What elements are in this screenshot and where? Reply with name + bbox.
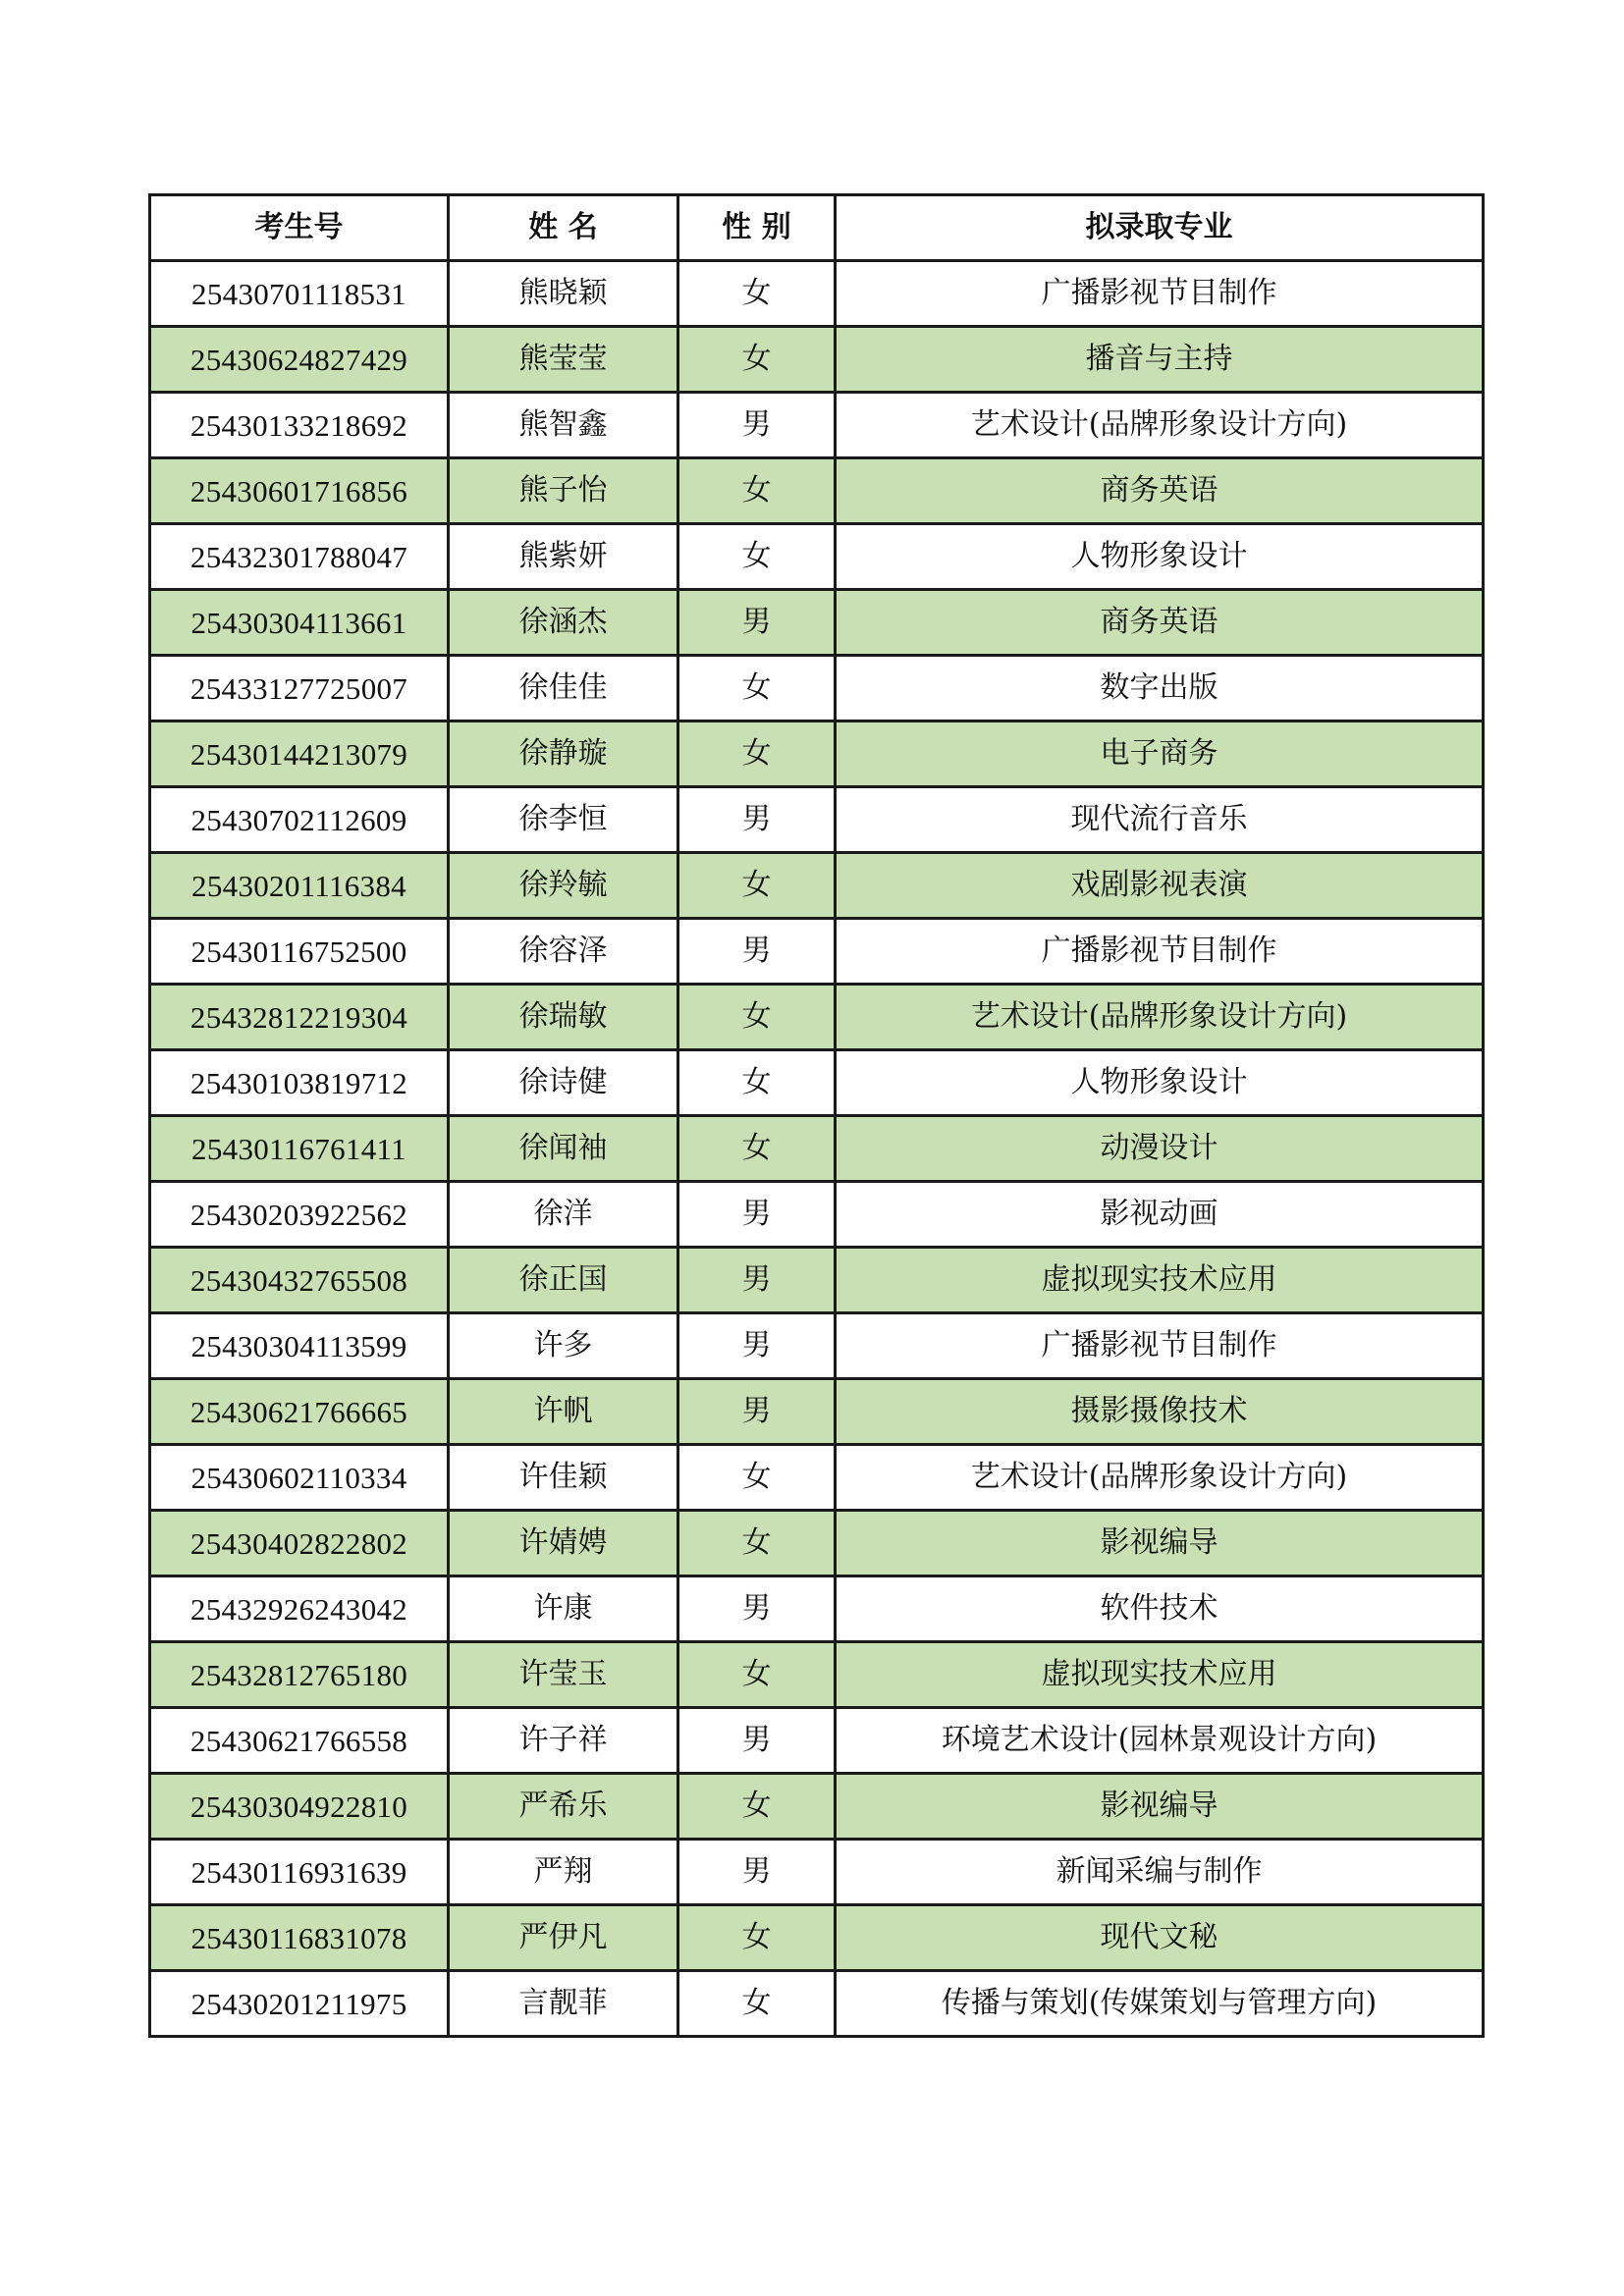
- cell-gender: 女: [678, 1511, 836, 1576]
- cell-gender: 男: [678, 1313, 836, 1379]
- cell-major: 艺术设计(品牌形象设计方向): [836, 1445, 1484, 1511]
- cell-gender: 男: [678, 590, 836, 656]
- cell-exam-no: 25432812765180: [150, 1642, 449, 1708]
- cell-gender: 女: [678, 1774, 836, 1840]
- cell-gender: 女: [678, 721, 836, 787]
- cell-exam-no: 25432301788047: [150, 524, 449, 590]
- table-row: [150, 524, 1484, 590]
- table-row: [150, 1642, 1484, 1708]
- cell-gender: 男: [678, 1708, 836, 1774]
- table-row: [150, 1379, 1484, 1445]
- cell-major: 现代流行音乐: [836, 787, 1484, 853]
- cell-exam-no: 25430624827429: [150, 327, 449, 393]
- cell-exam-no: 25430432765508: [150, 1248, 449, 1313]
- cell-gender: 女: [678, 985, 836, 1050]
- cell-gender: 男: [678, 1248, 836, 1313]
- cell-exam-no: 25430601716856: [150, 458, 449, 524]
- cell-name: 徐瑞敏: [449, 985, 678, 1050]
- cell-exam-no: 25430203922562: [150, 1182, 449, 1248]
- cell-name: 熊晓颖: [449, 261, 678, 327]
- cell-gender: 男: [678, 393, 836, 458]
- cell-exam-no: 25430621766665: [150, 1379, 449, 1445]
- cell-name: 严翔: [449, 1840, 678, 1905]
- cell-gender: 男: [678, 787, 836, 853]
- table-row: [150, 985, 1484, 1050]
- cell-name: 徐正国: [449, 1248, 678, 1313]
- header-major: 拟录取专业: [836, 195, 1484, 261]
- cell-name: 熊智鑫: [449, 393, 678, 458]
- cell-gender: 女: [678, 1642, 836, 1708]
- cell-exam-no: 25430103819712: [150, 1050, 449, 1116]
- cell-exam-no: 25430702112609: [150, 787, 449, 853]
- cell-gender: 女: [678, 458, 836, 524]
- cell-name: 许多: [449, 1313, 678, 1379]
- cell-gender: 男: [678, 919, 836, 985]
- table-row: [150, 656, 1484, 721]
- cell-name: 许帆: [449, 1379, 678, 1445]
- cell-major: 艺术设计(品牌形象设计方向): [836, 985, 1484, 1050]
- table-row: [150, 1576, 1484, 1642]
- cell-major: 电子商务: [836, 721, 1484, 787]
- table-row: [150, 1445, 1484, 1511]
- table-row: [150, 458, 1484, 524]
- table-row: [150, 261, 1484, 327]
- table-row: [150, 1116, 1484, 1182]
- cell-major: 商务英语: [836, 590, 1484, 656]
- cell-name: 徐闻袖: [449, 1116, 678, 1182]
- table-row: [150, 1313, 1484, 1379]
- cell-major: 新闻采编与制作: [836, 1840, 1484, 1905]
- cell-gender: 女: [678, 1445, 836, 1511]
- cell-major: 人物形象设计: [836, 1050, 1484, 1116]
- cell-major: 广播影视节目制作: [836, 261, 1484, 327]
- table-row: [150, 721, 1484, 787]
- cell-exam-no: 25430621766558: [150, 1708, 449, 1774]
- header-row: [150, 195, 1484, 261]
- cell-major: 商务英语: [836, 458, 1484, 524]
- cell-gender: 女: [678, 1905, 836, 1971]
- table-row: [150, 1248, 1484, 1313]
- cell-name: 严希乐: [449, 1774, 678, 1840]
- cell-gender: 男: [678, 1840, 836, 1905]
- cell-exam-no: 25430201211975: [150, 1971, 449, 2037]
- cell-exam-no: 25430116761411: [150, 1116, 449, 1182]
- cell-name: 熊紫妍: [449, 524, 678, 590]
- cell-name: 徐佳佳: [449, 656, 678, 721]
- cell-exam-no: 25430304922810: [150, 1774, 449, 1840]
- table-row: [150, 1050, 1484, 1116]
- header-name: 姓 名: [449, 195, 678, 261]
- cell-exam-no: 25433127725007: [150, 656, 449, 721]
- cell-major: 播音与主持: [836, 327, 1484, 393]
- cell-major: 现代文秘: [836, 1905, 1484, 1971]
- table-row: [150, 1182, 1484, 1248]
- cell-name: 徐静璇: [449, 721, 678, 787]
- cell-exam-no: 25430201116384: [150, 853, 449, 919]
- cell-name: 许婧娉: [449, 1511, 678, 1576]
- cell-name: 许佳颖: [449, 1445, 678, 1511]
- cell-gender: 男: [678, 1576, 836, 1642]
- cell-gender: 女: [678, 524, 836, 590]
- cell-major: 虚拟现实技术应用: [836, 1248, 1484, 1313]
- table-row: [150, 853, 1484, 919]
- cell-gender: 男: [678, 1379, 836, 1445]
- cell-exam-no: 25430701118531: [150, 261, 449, 327]
- cell-exam-no: 25430402822802: [150, 1511, 449, 1576]
- cell-major: 摄影摄像技术: [836, 1379, 1484, 1445]
- cell-exam-no: 25430304113599: [150, 1313, 449, 1379]
- cell-name: 严伊凡: [449, 1905, 678, 1971]
- cell-exam-no: 25430144213079: [150, 721, 449, 787]
- cell-exam-no: 25430602110334: [150, 1445, 449, 1511]
- cell-name: 徐涵杰: [449, 590, 678, 656]
- cell-name: 徐羚毓: [449, 853, 678, 919]
- table-row: [150, 1905, 1484, 1971]
- table-row: [150, 919, 1484, 985]
- cell-gender: 女: [678, 1971, 836, 2037]
- cell-major: 虚拟现实技术应用: [836, 1642, 1484, 1708]
- admission-table: [148, 193, 1485, 2038]
- table-row: [150, 393, 1484, 458]
- header-gender: 性 别: [678, 195, 836, 261]
- cell-exam-no: 25430116931639: [150, 1840, 449, 1905]
- table-row: [150, 1840, 1484, 1905]
- cell-exam-no: 25430116752500: [150, 919, 449, 985]
- cell-major: 影视编导: [836, 1511, 1484, 1576]
- cell-major: 传播与策划(传媒策划与管理方向): [836, 1971, 1484, 2037]
- cell-name: 许子祥: [449, 1708, 678, 1774]
- cell-gender: 男: [678, 1182, 836, 1248]
- cell-major: 环境艺术设计(园林景观设计方向): [836, 1708, 1484, 1774]
- cell-gender: 女: [678, 1050, 836, 1116]
- cell-major: 广播影视节目制作: [836, 1313, 1484, 1379]
- cell-name: 徐李恒: [449, 787, 678, 853]
- table-row: [150, 1971, 1484, 2037]
- cell-major: 影视编导: [836, 1774, 1484, 1840]
- cell-major: 影视动画: [836, 1182, 1484, 1248]
- cell-name: 徐诗健: [449, 1050, 678, 1116]
- cell-gender: 女: [678, 261, 836, 327]
- table-row: [150, 1708, 1484, 1774]
- cell-name: 许莹玉: [449, 1642, 678, 1708]
- cell-exam-no: 25432926243042: [150, 1576, 449, 1642]
- table-row: [150, 787, 1484, 853]
- cell-major: 软件技术: [836, 1576, 1484, 1642]
- table-row: [150, 590, 1484, 656]
- cell-major: 人物形象设计: [836, 524, 1484, 590]
- cell-major: 广播影视节目制作: [836, 919, 1484, 985]
- table-row: [150, 1511, 1484, 1576]
- cell-gender: 女: [678, 1116, 836, 1182]
- cell-gender: 女: [678, 656, 836, 721]
- cell-name: 熊子怡: [449, 458, 678, 524]
- cell-exam-no: 25430116831078: [150, 1905, 449, 1971]
- cell-name: 徐洋: [449, 1182, 678, 1248]
- table-header: [150, 195, 1484, 261]
- table-body: [150, 261, 1484, 2037]
- cell-exam-no: 25432812219304: [150, 985, 449, 1050]
- header-exam-no: 考生号: [150, 195, 449, 261]
- cell-exam-no: 25430133218692: [150, 393, 449, 458]
- cell-name: 徐容泽: [449, 919, 678, 985]
- cell-name: 许康: [449, 1576, 678, 1642]
- cell-major: 动漫设计: [836, 1116, 1484, 1182]
- table-row: [150, 1774, 1484, 1840]
- cell-major: 艺术设计(品牌形象设计方向): [836, 393, 1484, 458]
- cell-gender: 女: [678, 327, 836, 393]
- cell-major: 戏剧影视表演: [836, 853, 1484, 919]
- cell-gender: 女: [678, 853, 836, 919]
- cell-name: 言靓菲: [449, 1971, 678, 2037]
- cell-exam-no: 25430304113661: [150, 590, 449, 656]
- cell-name: 熊莹莹: [449, 327, 678, 393]
- cell-major: 数字出版: [836, 656, 1484, 721]
- table-row: [150, 327, 1484, 393]
